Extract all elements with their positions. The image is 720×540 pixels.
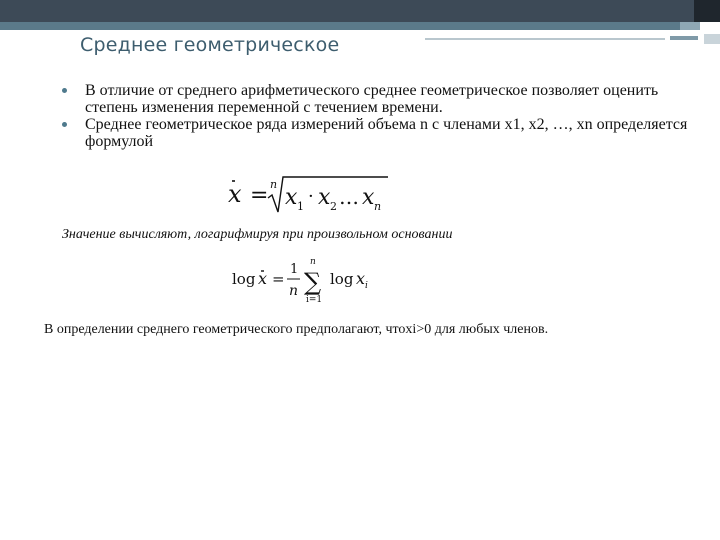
bullet-item: [60, 116, 700, 150]
log-formula-lhs: x: [258, 269, 268, 288]
sum-symbol: ∑: [304, 268, 322, 296]
formula-lhs: x: [228, 180, 242, 208]
accent-block-light: [704, 34, 720, 44]
log-formula: [228, 254, 378, 311]
top-bar: [0, 0, 720, 22]
formula-sub1: 1: [297, 200, 304, 213]
formula-x2: x: [318, 185, 331, 210]
sum-top: n: [310, 257, 316, 267]
formula-subn: n: [374, 200, 382, 213]
log-formula-equals: =: [272, 270, 285, 288]
sum-bottom: i=1: [306, 295, 323, 305]
formula-x1: x: [285, 185, 298, 210]
bullet-text: В отличие от среднего арифметического среднее геометрическое позволяет оценить степень изменения переменной с течением времени.: [85, 82, 659, 116]
accent-stripe: [0, 22, 700, 30]
formula-root-index: n: [270, 178, 278, 191]
log-formula-num: 1: [290, 262, 299, 277]
log-formula-den: n: [289, 283, 299, 299]
formula-sub2: 2: [330, 200, 337, 213]
log-formula-xi: x: [356, 269, 366, 288]
formula-svg: [222, 172, 392, 218]
bullet-item: [60, 82, 700, 116]
accent-stripe-tail: [680, 22, 700, 30]
bullet-list: [60, 82, 700, 150]
bullet-dot: [62, 122, 67, 127]
bullet-text: Среднее геометрическое ряда измерений объема n с членами x1, x2, …, xn определяется формулой: [85, 116, 688, 150]
log-formula-svg: [228, 254, 378, 306]
log-formula-subi: i: [365, 281, 368, 291]
formula-ellipsis: …: [339, 185, 359, 209]
formula-xn: x: [362, 185, 375, 210]
slide-title: Среднее геометрическое: [80, 34, 340, 56]
formula-equals: =: [250, 183, 269, 208]
geometric-mean-formula: [222, 172, 392, 223]
log-formula-log2: log: [330, 270, 354, 288]
formula-dot: ·: [308, 186, 314, 207]
bullet-dot: [62, 88, 67, 93]
log-formula-log1: log: [232, 270, 256, 288]
accent-block: [670, 36, 698, 40]
log-note: Значение вычисляют, логарифмируя при произвольном основании: [62, 227, 453, 242]
accent-line: [425, 38, 665, 40]
top-bar-corner: [694, 0, 720, 22]
condition-note: В определении среднего геометрического предполагают, чтоxi>0 для любых членов.: [44, 322, 549, 337]
